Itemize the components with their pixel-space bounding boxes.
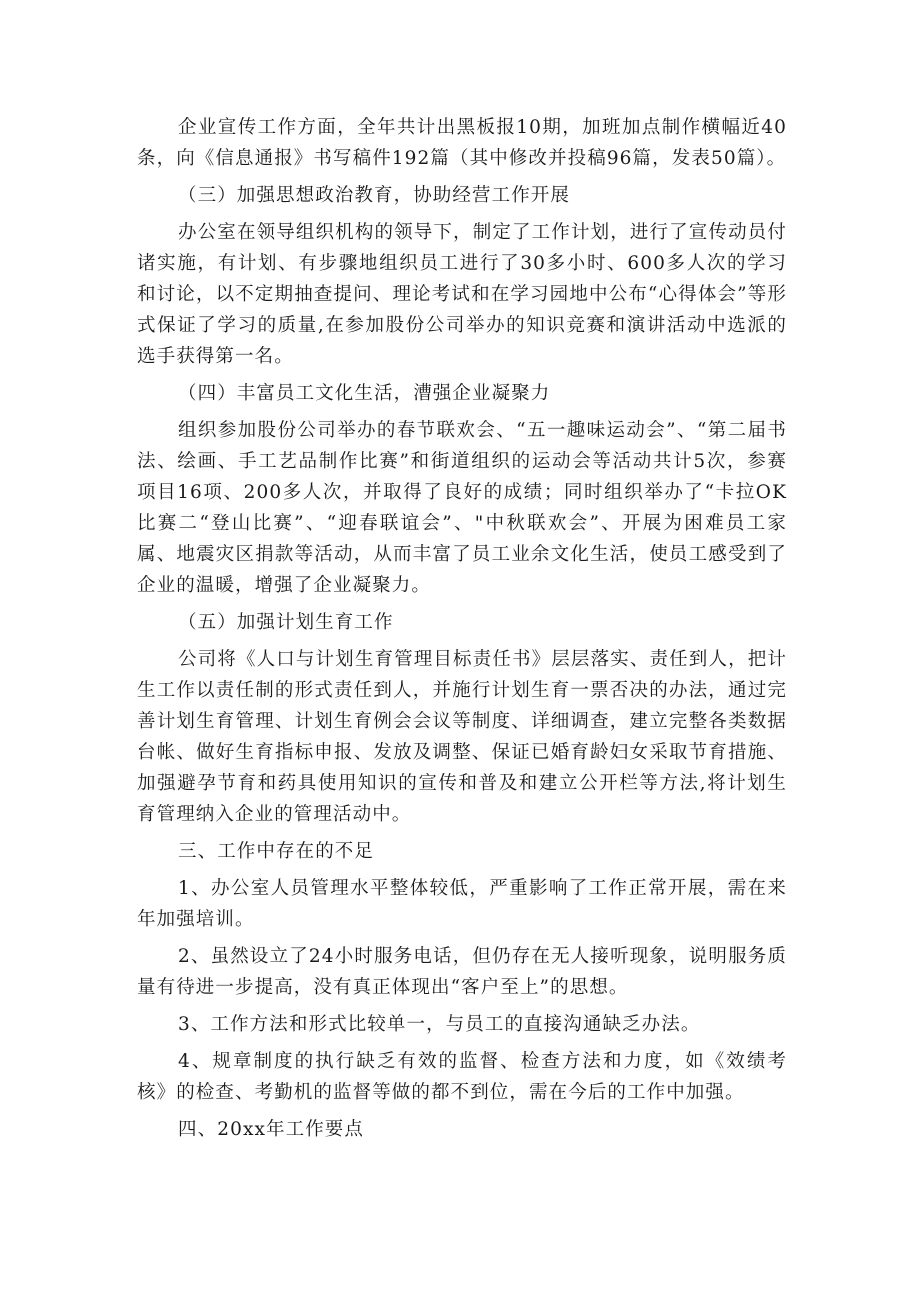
list-item-shortcoming-1: 1、办公室人员管理水平整体较低，严重影响了工作正常开展，需在来年加强培训。 xyxy=(137,878,787,930)
section-heading-work-points: 四、20xx年工作要点 xyxy=(178,1119,365,1140)
paragraph-study-plan: 办公室在领导组织机构的领导下，制定了工作计划，进行了宣传动员付诸实施，有计划、有步骤地组织员工进行了30多小时、600多人次的学习和讨论，以不定期抽查提问、理论考试和在学习园地中公布“心得体会”等形式保证了学习的质量,在参加股份公司举办的知识竞赛和演讲活动中选派的选手获得第一名。 xyxy=(137,222,787,367)
section-heading-family-planning: （五）加强计划生育工作 xyxy=(178,612,394,633)
section-heading-shortcomings: 三、工作中存在的不足 xyxy=(178,841,375,862)
paragraph-publicity-work: 企业宣传工作方面，全年共计出黑板报10期，加班加点制作横幅近40条，向《信息通报》书写稿件192篇（其中修改并投稿96篇，发表50篇）。 xyxy=(137,117,787,169)
section-heading-cultural-life: （四）丰富员工文化生活，漕强企业凝聚力 xyxy=(178,383,551,404)
document-body xyxy=(137,112,787,1145)
list-item-shortcoming-3: 3、工作方法和形式比较单一，与员工的直接沟通缺乏办法。 xyxy=(178,1014,701,1035)
paragraph-cultural-activities: 组织参加股份公司举办的春节联欢会、“五一趣味运动会”、“第二届书法、绘画、手工艺品制作比赛”和街道组织的运动会等活动共计5次，参赛项目16项、200多人次，并取得了良好的成绩；同时组织举办了“卡拉OK比赛二“登山比赛”、“迎春联谊会”、"中秋联欢会”、开展为困难员工家属、地震灾区捐款等活动，从而丰富了员工业余文化生活，使员工感受到了企业的温暖，增强了企业凝聚力。 xyxy=(137,420,787,596)
section-heading-ideological-education: （三）加强思想政治教育，协助经营工作开展 xyxy=(178,185,571,206)
list-item-shortcoming-4: 4、规章制度的执行缺乏有效的监督、检查方法和力度，如《效绩考核》的检查、考勤机的监督等做的都不到位，需在今后的工作中加强。 xyxy=(137,1051,787,1103)
paragraph-family-planning: 公司将《人口与计划生育管理目标责任书》层层落实、责任到人，把计生工作以责任制的形式责任到人，并施行计划生育一票否决的办法，通过完善计划生育管理、计划生育例会会议等制度、详细调查，建立完整各类数据台帐、做好生育指标申报、发放及调整、保证已婚育龄妇女采取节育措施、加强避孕节育和药具使用知识的宣传和普及和建立公开栏等方法,将计划生育管理纳入企业的管理活动中。 xyxy=(137,649,787,825)
list-item-shortcoming-2: 2、虽然设立了24小时服务电话，但仍存在无人接听现象，说明服务质量有待进一步提高，没有真正体现出“客户至上”的思想。 xyxy=(137,946,787,998)
